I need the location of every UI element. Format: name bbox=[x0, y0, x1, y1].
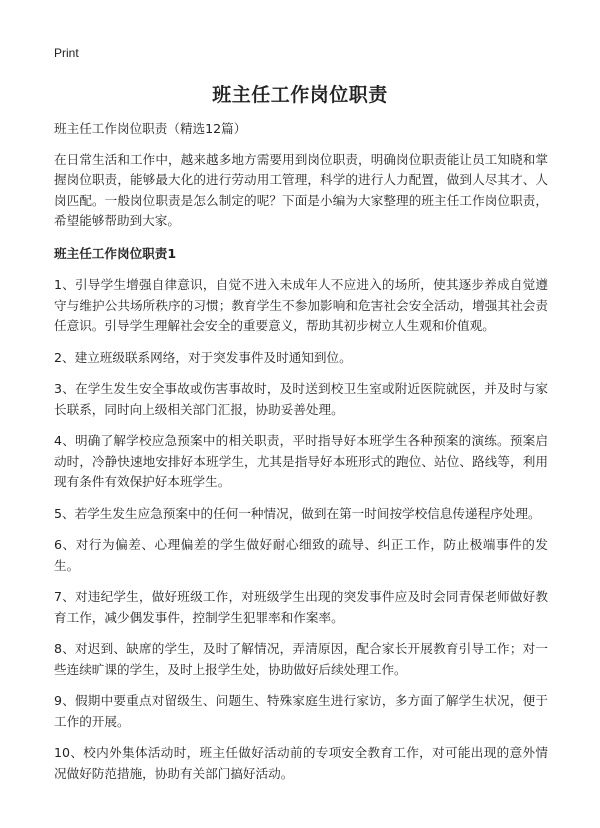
document-subtitle: 班主任工作岗位职责（精选12篇） bbox=[54, 121, 247, 136]
print-link[interactable]: Print bbox=[54, 46, 79, 60]
document-title: 班主任工作岗位职责 bbox=[212, 84, 388, 106]
duty-item-7: 7、对违纪学生，做好班级工作，对班级学生出现的突发事件应及时会同青保老师做好教育工作，减少偶发事件，控制学生犯罪率和作案率。 bbox=[54, 589, 548, 625]
document-body bbox=[54, 119, 548, 795]
duty-item-9: 9、假期中要重点对留级生、问题生、特殊家庭生进行家访，多方面了解学生状况，便于工作的开展。 bbox=[54, 693, 548, 729]
duty-item-10: 10、校内外集体活动时，班主任做好活动前的专项安全教育工作，对可能出现的意外情况做好防范措施，协助有关部门搞好活动。 bbox=[54, 745, 548, 781]
intro-paragraph: 在日常生活和工作中，越来越多地方需要用到岗位职责，明确岗位职责能让员工知晓和掌握岗位职责，能够最大化的进行劳动用工管理，科学的进行人力配置，做到人尽其才、人岗匹配。一般岗位职责是怎么制定的呢？下面是小编为大家整理的班主任工作岗位职责，希望能够帮助到大家。 bbox=[54, 151, 548, 228]
duty-item-5: 5、若学生发生应急预案中的任何一种情况，做到在第一时间按学校信息传递程序处理。 bbox=[54, 505, 541, 521]
duty-item-2: 2、建立班级联系网络，对于突发事件及时通知到位。 bbox=[54, 349, 352, 365]
duty-item-6: 6、对行为偏差、心理偏差的学生做好耐心细致的疏导、纠正工作，防止极端事件的发生。 bbox=[54, 537, 548, 573]
section-heading: 班主任工作岗位职责1 bbox=[54, 245, 177, 261]
duty-item-4: 4、明确了解学校应急预案中的相关职责，平时指导好本班学生各种预案的演练。预案启动时，冷静快速地安排好本班学生，尤其是指导好本班形式的跑位、站位、路线等，利用现有条件有效保护好本班学生。 bbox=[54, 433, 548, 489]
duty-item-8: 8、对迟到、缺席的学生，及时了解情况，弄清原因，配合家长开展教育引导工作；对一些连续旷课的学生，及时上报学生处，协助做好后续处理工作。 bbox=[54, 641, 548, 677]
duty-item-1: 1、引导学生增强自律意识，自觉不进入未成年人不应进入的场所，使其逐步养成自觉遵守与维护公共场所秩序的习惯；教育学生不参加影响和危害社会安全活动，增强其社会责任意识。引导学生理解社会安全的重要意义，帮助其初步树立人生观和价值观。 bbox=[54, 277, 548, 333]
duty-item-3: 3、在学生发生安全事故或伤害事故时，及时送到校卫生室或附近医院就医，并及时与家长联系，同时向上级相关部门汇报，协助妥善处理。 bbox=[54, 381, 548, 417]
